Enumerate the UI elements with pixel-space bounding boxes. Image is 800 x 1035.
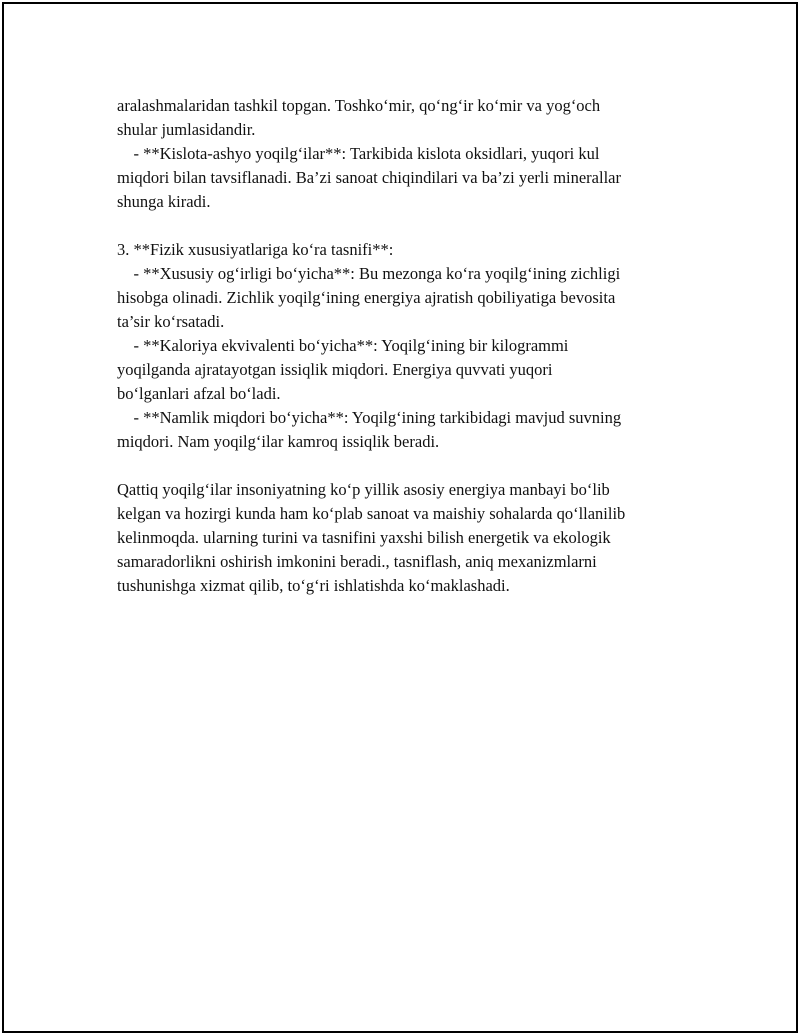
text-line: 3. **Fizik xususiyatlariga ko‘ra tasnifi**: xyxy=(117,240,394,259)
text-line: miqdori bilan tavsiflanadi. Ba’zi sanoat chiqindilari va ba’zi yerli minerallar xyxy=(117,168,621,187)
text-line: yoqilganda ajratayotgan issiqlik miqdori. Energiya quvvati yuqori xyxy=(117,360,553,379)
text-line: aralashmalaridan tashkil topgan. Toshko‘mir, qo‘ng‘ir ko‘mir va yog‘och xyxy=(117,96,601,115)
text-line: kelgan va hozirgi kunda ham ko‘plab sanoat va maishiy sohalarda qo‘llanilib xyxy=(117,504,626,523)
paragraph-conclusion xyxy=(117,478,707,598)
paragraph-physical-classification xyxy=(117,238,707,454)
text-line: - **Kaloriya ekvivalenti bo‘yicha**: Yoqilg‘ining bir kilogrammi xyxy=(117,336,569,355)
text-line: - **Kislota-ashyo yoqilg‘ilar**: Tarkibida kislota oksidlari, yuqori kul xyxy=(117,144,600,163)
text-line: - **Xususiy og‘irligi bo‘yicha**: Bu mezonga ko‘ra yoqilg‘ining zichligi xyxy=(117,264,621,283)
text-line: tushunishga xizmat qilib, to‘g‘ri ishlatishda ko‘maklashadi. xyxy=(117,576,510,595)
text-line: shunga kiradi. xyxy=(117,192,211,211)
text-line: - **Namlik miqdori bo‘yicha**: Yoqilg‘ining tarkibidagi mavjud suvning xyxy=(117,408,622,427)
document-body xyxy=(117,94,707,598)
text-line: bo‘lganlari afzal bo‘ladi. xyxy=(117,384,281,403)
paragraph-gap xyxy=(117,454,707,478)
text-line: Qattiq yoqilg‘ilar insoniyatning ko‘p yillik asosiy energiya manbayi bo‘lib xyxy=(117,480,610,499)
text-line: kelinmoqda. ularning turini va tasnifini yaxshi bilish energetik va ekologik xyxy=(117,528,611,547)
paragraph-gap xyxy=(117,214,707,238)
text-line: samaradorlikni oshirish imkonini beradi., tasniflash, aniq mexanizmlarni xyxy=(117,552,597,571)
text-line: hisobga olinadi. Zichlik yoqilg‘ining energiya ajratish qobiliyatiga bevosita xyxy=(117,288,616,307)
text-line: miqdori. Nam yoqilg‘ilar kamroq issiqlik beradi. xyxy=(117,432,440,451)
paragraph-solid-fuel-types xyxy=(117,94,707,214)
text-line: shular jumlasidandir. xyxy=(117,120,256,139)
text-line: ta’sir ko‘rsatadi. xyxy=(117,312,225,331)
